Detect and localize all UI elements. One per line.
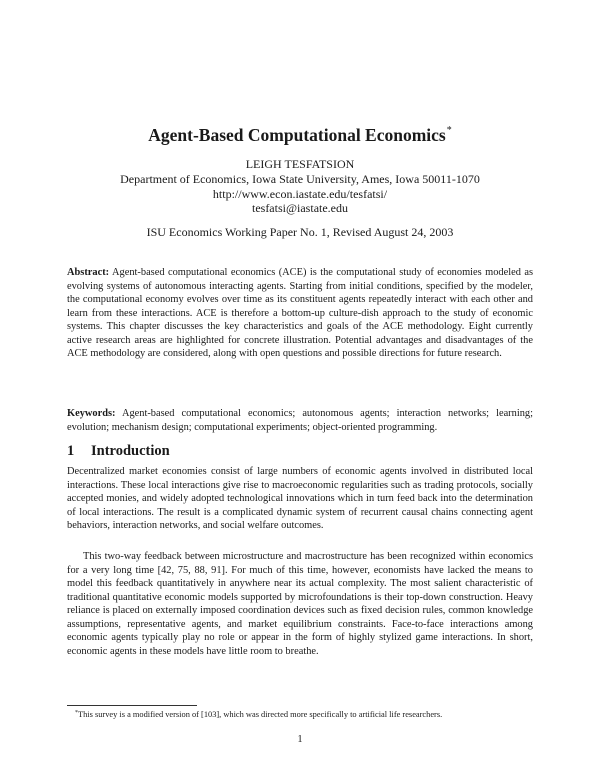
title-footnote-mark: *	[446, 125, 452, 136]
body-paragraph: This two-way feedback between microstructure and macrostructure has been recognized within economics for a very long time [42, 75, 88, 91]. For much of this time, however, economists have lacked the means to model this feedback quantitatively in anywhere near its actual complexity. The most salient characteristic of traditional quantitative economic models supported by microfoundations is their top-down construction. Heavy reliance is placed on externally imposed coordination devices such as fixed decision rules, common knowledge assumptions, representative agents, and market equilibrium constraints. Face-to-face interactions among economic agents typically play no role or appear in the form of highly stylized game interactions. In short, economic agents in these models have little room to breathe.	[67, 551, 533, 657]
body-paragraph: Decentralized market economies consist of large numbers of economic agents involved in distributed local interactions. These local interactions give rise to macroeconomic regularities such as trading protocols, socially accepted monies, and widely adopted technological innovations which in turn feed back into the determination of local interactions. The result is a complicated dynamic system of recurrent causal chains connecting agent behaviors, interaction networks, and social welfare outcomes.	[67, 466, 533, 531]
abstract-label: Abstract:	[67, 267, 110, 278]
paper-title	[0, 120, 600, 146]
footnote-mark: *	[75, 710, 78, 716]
abstract-text: Agent-based computational economics (ACE) is the computational study of economies modeled as evolving systems of autonomous interacting agents. Starting from initial conditions, specified by the modeler, the computational economy evolves over time as its constituent agents repeatedly interact with each other and learn from these interactions. ACE is therefore a bottom-up culture-dish approach to the study of economic systems. This chapter discusses the key characteristics and goals of the ACE methodology. Eight currently active research areas are highlighted for concrete illustration. Potential advantages and disadvantages of the ACE methodology are considered, along with open questions and possible directions for future research.	[67, 267, 533, 359]
title-text: Agent-Based Computational Economics	[148, 125, 446, 145]
section-title: Introduction	[91, 443, 170, 459]
footnote-divider	[67, 705, 197, 706]
keywords	[67, 407, 533, 434]
author-name: LEIGH TESFATSION	[245, 157, 355, 171]
author-email[interactable]: tesfatsi@iastate.edu	[251, 201, 349, 215]
section-number: 1	[67, 443, 75, 459]
footnote-text: This survey is a modified version of [103], which was directed more specifically to artificial life researchers.	[78, 710, 443, 719]
keywords-text: Agent-based computational economics; autonomous agents; interaction networks; learning; evolution; mechanism design; computational experiments; object-oriented programming.	[67, 408, 533, 433]
author-url[interactable]: http://www.econ.iastate.edu/tesfatsi/	[212, 187, 388, 201]
author-affiliation: Department of Economics, Iowa State University, Ames, Iowa 50011-1070	[120, 172, 480, 186]
page-number: 1	[297, 734, 303, 745]
footnote	[67, 708, 541, 720]
section-heading	[67, 442, 170, 460]
abstract	[67, 266, 533, 361]
keywords-label: Keywords:	[67, 408, 116, 419]
working-paper-series: ISU Economics Working Paper No. 1, Revised August 24, 2003	[146, 225, 454, 239]
